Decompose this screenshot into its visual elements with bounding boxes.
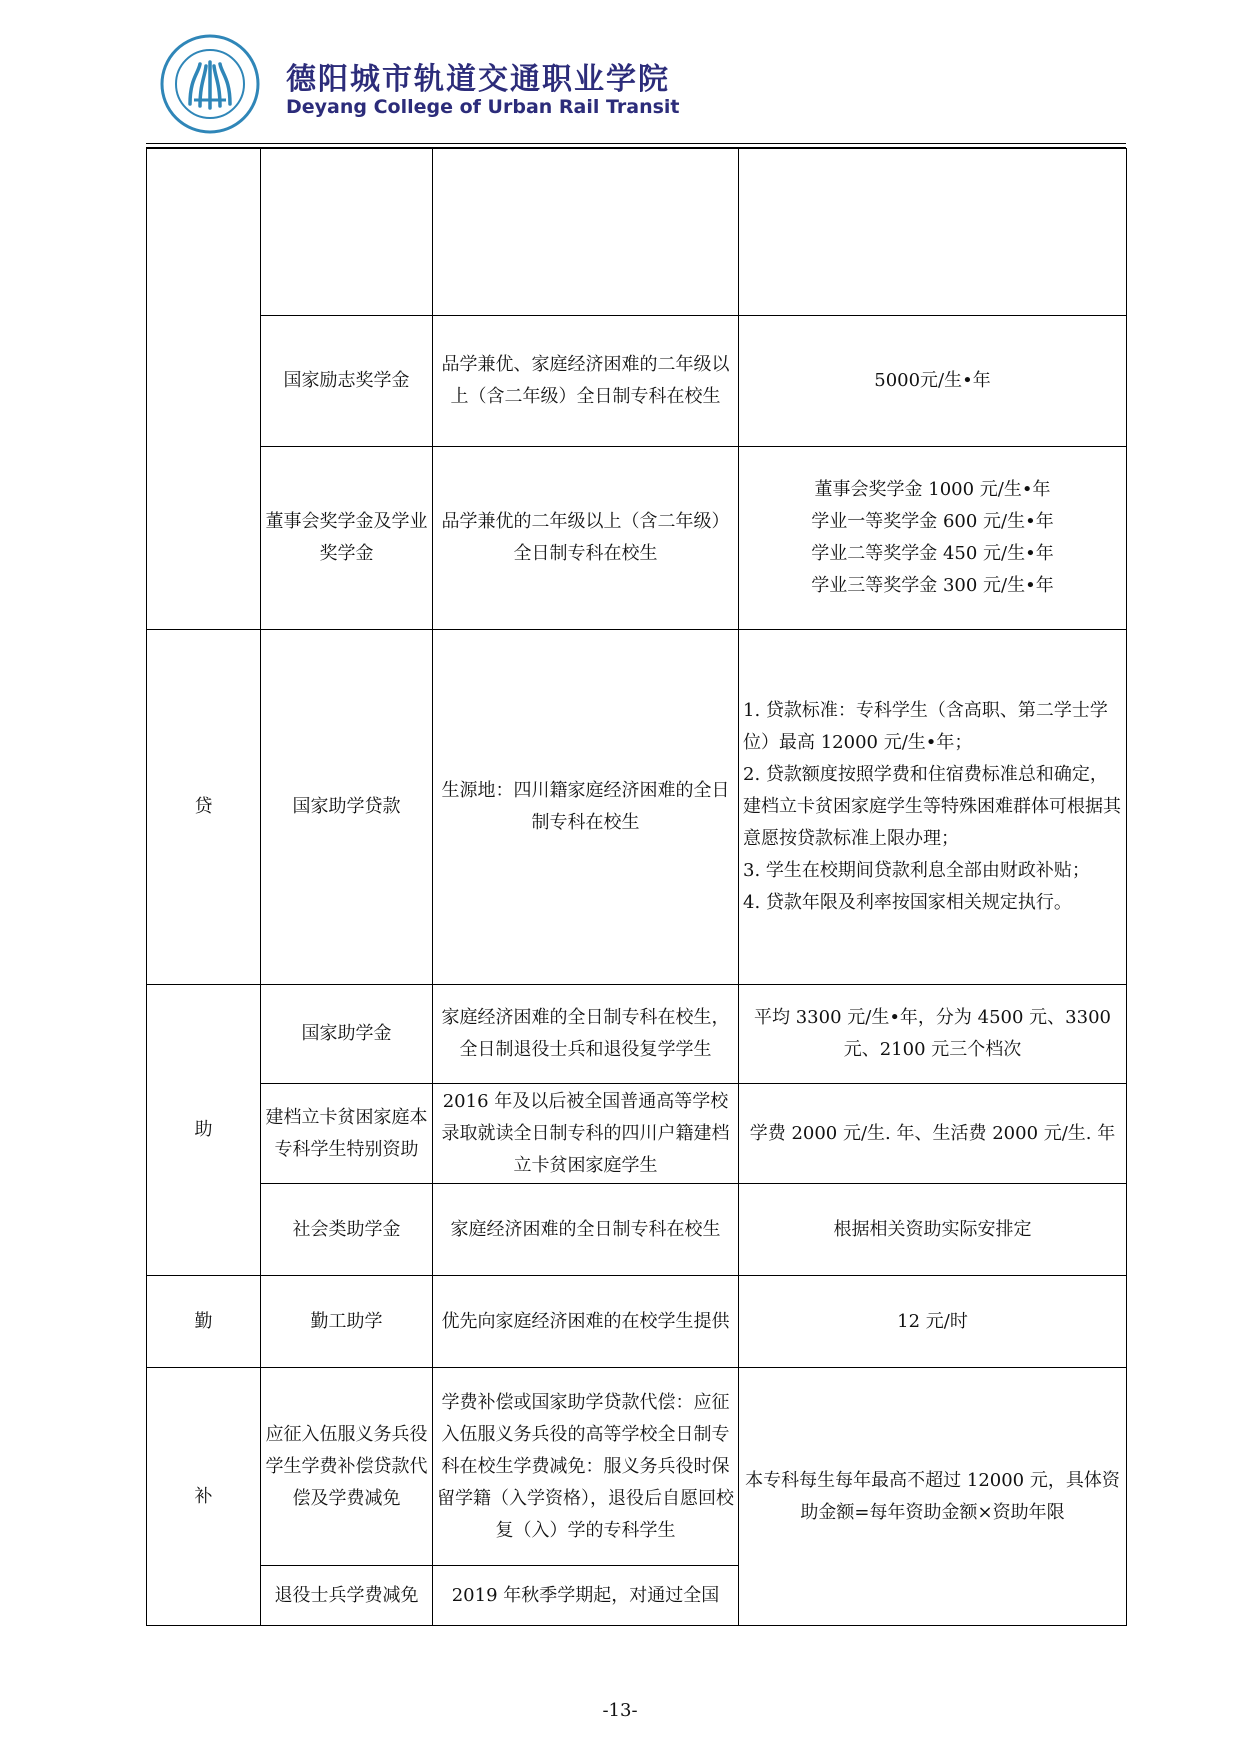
target-cell: 家庭经济困难的全日制专科在校生，全日制退役士兵和退役复学学生: [433, 985, 739, 1084]
table-row: [147, 985, 1127, 1084]
item-cell: 社会类助学金: [261, 1184, 433, 1276]
target-cell: [433, 149, 739, 316]
target-cell: 家庭经济困难的全日制专科在校生: [433, 1184, 739, 1276]
target-cell: 生源地：四川籍家庭经济困难的全日制专科在校生: [433, 630, 739, 985]
amount-line: 1. 贷款标准：专科学生（含高职、第二学士学位）最高 12000 元/生•年；: [743, 700, 1108, 753]
amount-cell: 12 元/时: [739, 1276, 1127, 1368]
page-header: [160, 34, 1126, 144]
table-row: [147, 1368, 1127, 1566]
target-cell: 优先向家庭经济困难的在校学生提供: [433, 1276, 739, 1368]
amount-line: 学业二等奖学金 450 元/生•年: [811, 543, 1054, 564]
amount-line: 学业一等奖学金 600 元/生•年: [811, 511, 1054, 532]
amount-cell: 根据相关资助实际安排定: [739, 1184, 1127, 1276]
target-cell: 2016 年及以后被全国普通高等学校录取就读全日制专科的四川户籍建档立卡贫困家庭学生: [433, 1084, 739, 1184]
amount-line: 学业三等奖学金 300 元/生•年: [811, 575, 1054, 596]
target-cell: 学费补偿或国家助学贷款代偿：应征入伍服义务兵役的高等学校全日制专科在校生学费减免：服义务兵役时保留学籍（入学资格），退役后自愿回校复（入）学的专科学生: [433, 1368, 739, 1566]
amount-line: 3. 学生在校期间贷款利息全部由财政补贴；: [743, 860, 1090, 881]
category-cell: 补: [147, 1368, 261, 1626]
amount-cell: 学费 2000 元/生. 年、生活费 2000 元/生. 年: [739, 1084, 1127, 1184]
table-row: [147, 149, 1127, 316]
amount-line: 董事会奖学金 1000 元/生•年: [814, 479, 1051, 500]
financial-aid-table: [146, 148, 1127, 1626]
table-row: [147, 1276, 1127, 1368]
amount-line: 4. 贷款年限及利率按国家相关规定执行。: [743, 892, 1072, 913]
item-cell: 国家助学贷款: [261, 630, 433, 985]
item-cell: 国家助学金: [261, 985, 433, 1084]
category-cell: 贷: [147, 630, 261, 985]
amount-line: 2. 贷款额度按照学费和住宿费标准总和确定，建档立卡贫困家庭学生等特殊困难群体可根据其意愿按贷款标准上限办理；: [743, 764, 1121, 849]
table-row: [147, 1084, 1127, 1184]
category-cell: 助: [147, 985, 261, 1276]
amount-cell: 本专科每生每年最高不超过 12000 元，具体资助金额=每年资助金额×资助年限: [739, 1368, 1127, 1626]
header-rule-thin: [146, 143, 1126, 144]
category-cell: 勤: [147, 1276, 261, 1368]
item-cell: 勤工助学: [261, 1276, 433, 1368]
page-number: -13-: [602, 1700, 638, 1721]
college-logo-icon: [160, 34, 260, 134]
item-cell: 国家励志奖学金: [261, 316, 433, 447]
item-cell: 应征入伍服义务兵役学生学费补偿贷款代偿及学费减免: [261, 1368, 433, 1566]
category-cell: [147, 149, 261, 630]
amount-cell: [739, 447, 1127, 630]
target-cell: 品学兼优、家庭经济困难的二年级以上（含二年级）全日制专科在校生: [433, 316, 739, 447]
target-cell: 品学兼优的二年级以上（含二年级）全日制专科在校生: [433, 447, 739, 630]
item-cell: 董事会奖学金及学业奖学金: [261, 447, 433, 630]
amount-cell: [739, 630, 1127, 985]
item-cell: 建档立卡贫困家庭本专科学生特别资助: [261, 1084, 433, 1184]
amount-cell: [739, 149, 1127, 316]
target-cell: 2019 年秋季学期起，对通过全国: [433, 1566, 739, 1626]
table-row: [147, 316, 1127, 447]
table-row: [147, 447, 1127, 630]
item-cell: 退役士兵学费减免: [261, 1566, 433, 1626]
table-row: [147, 1184, 1127, 1276]
school-name-en: Deyang College of Urban Rail Transit: [286, 96, 680, 118]
item-cell: [261, 149, 433, 316]
amount-cell: 平均 3300 元/生•年，分为 4500 元、3300 元、2100 元三个档次: [739, 985, 1127, 1084]
amount-cell: 5000元/生•年: [739, 316, 1127, 447]
school-name-cn: 德阳城市轨道交通职业学院: [286, 62, 670, 97]
table-row: [147, 630, 1127, 985]
